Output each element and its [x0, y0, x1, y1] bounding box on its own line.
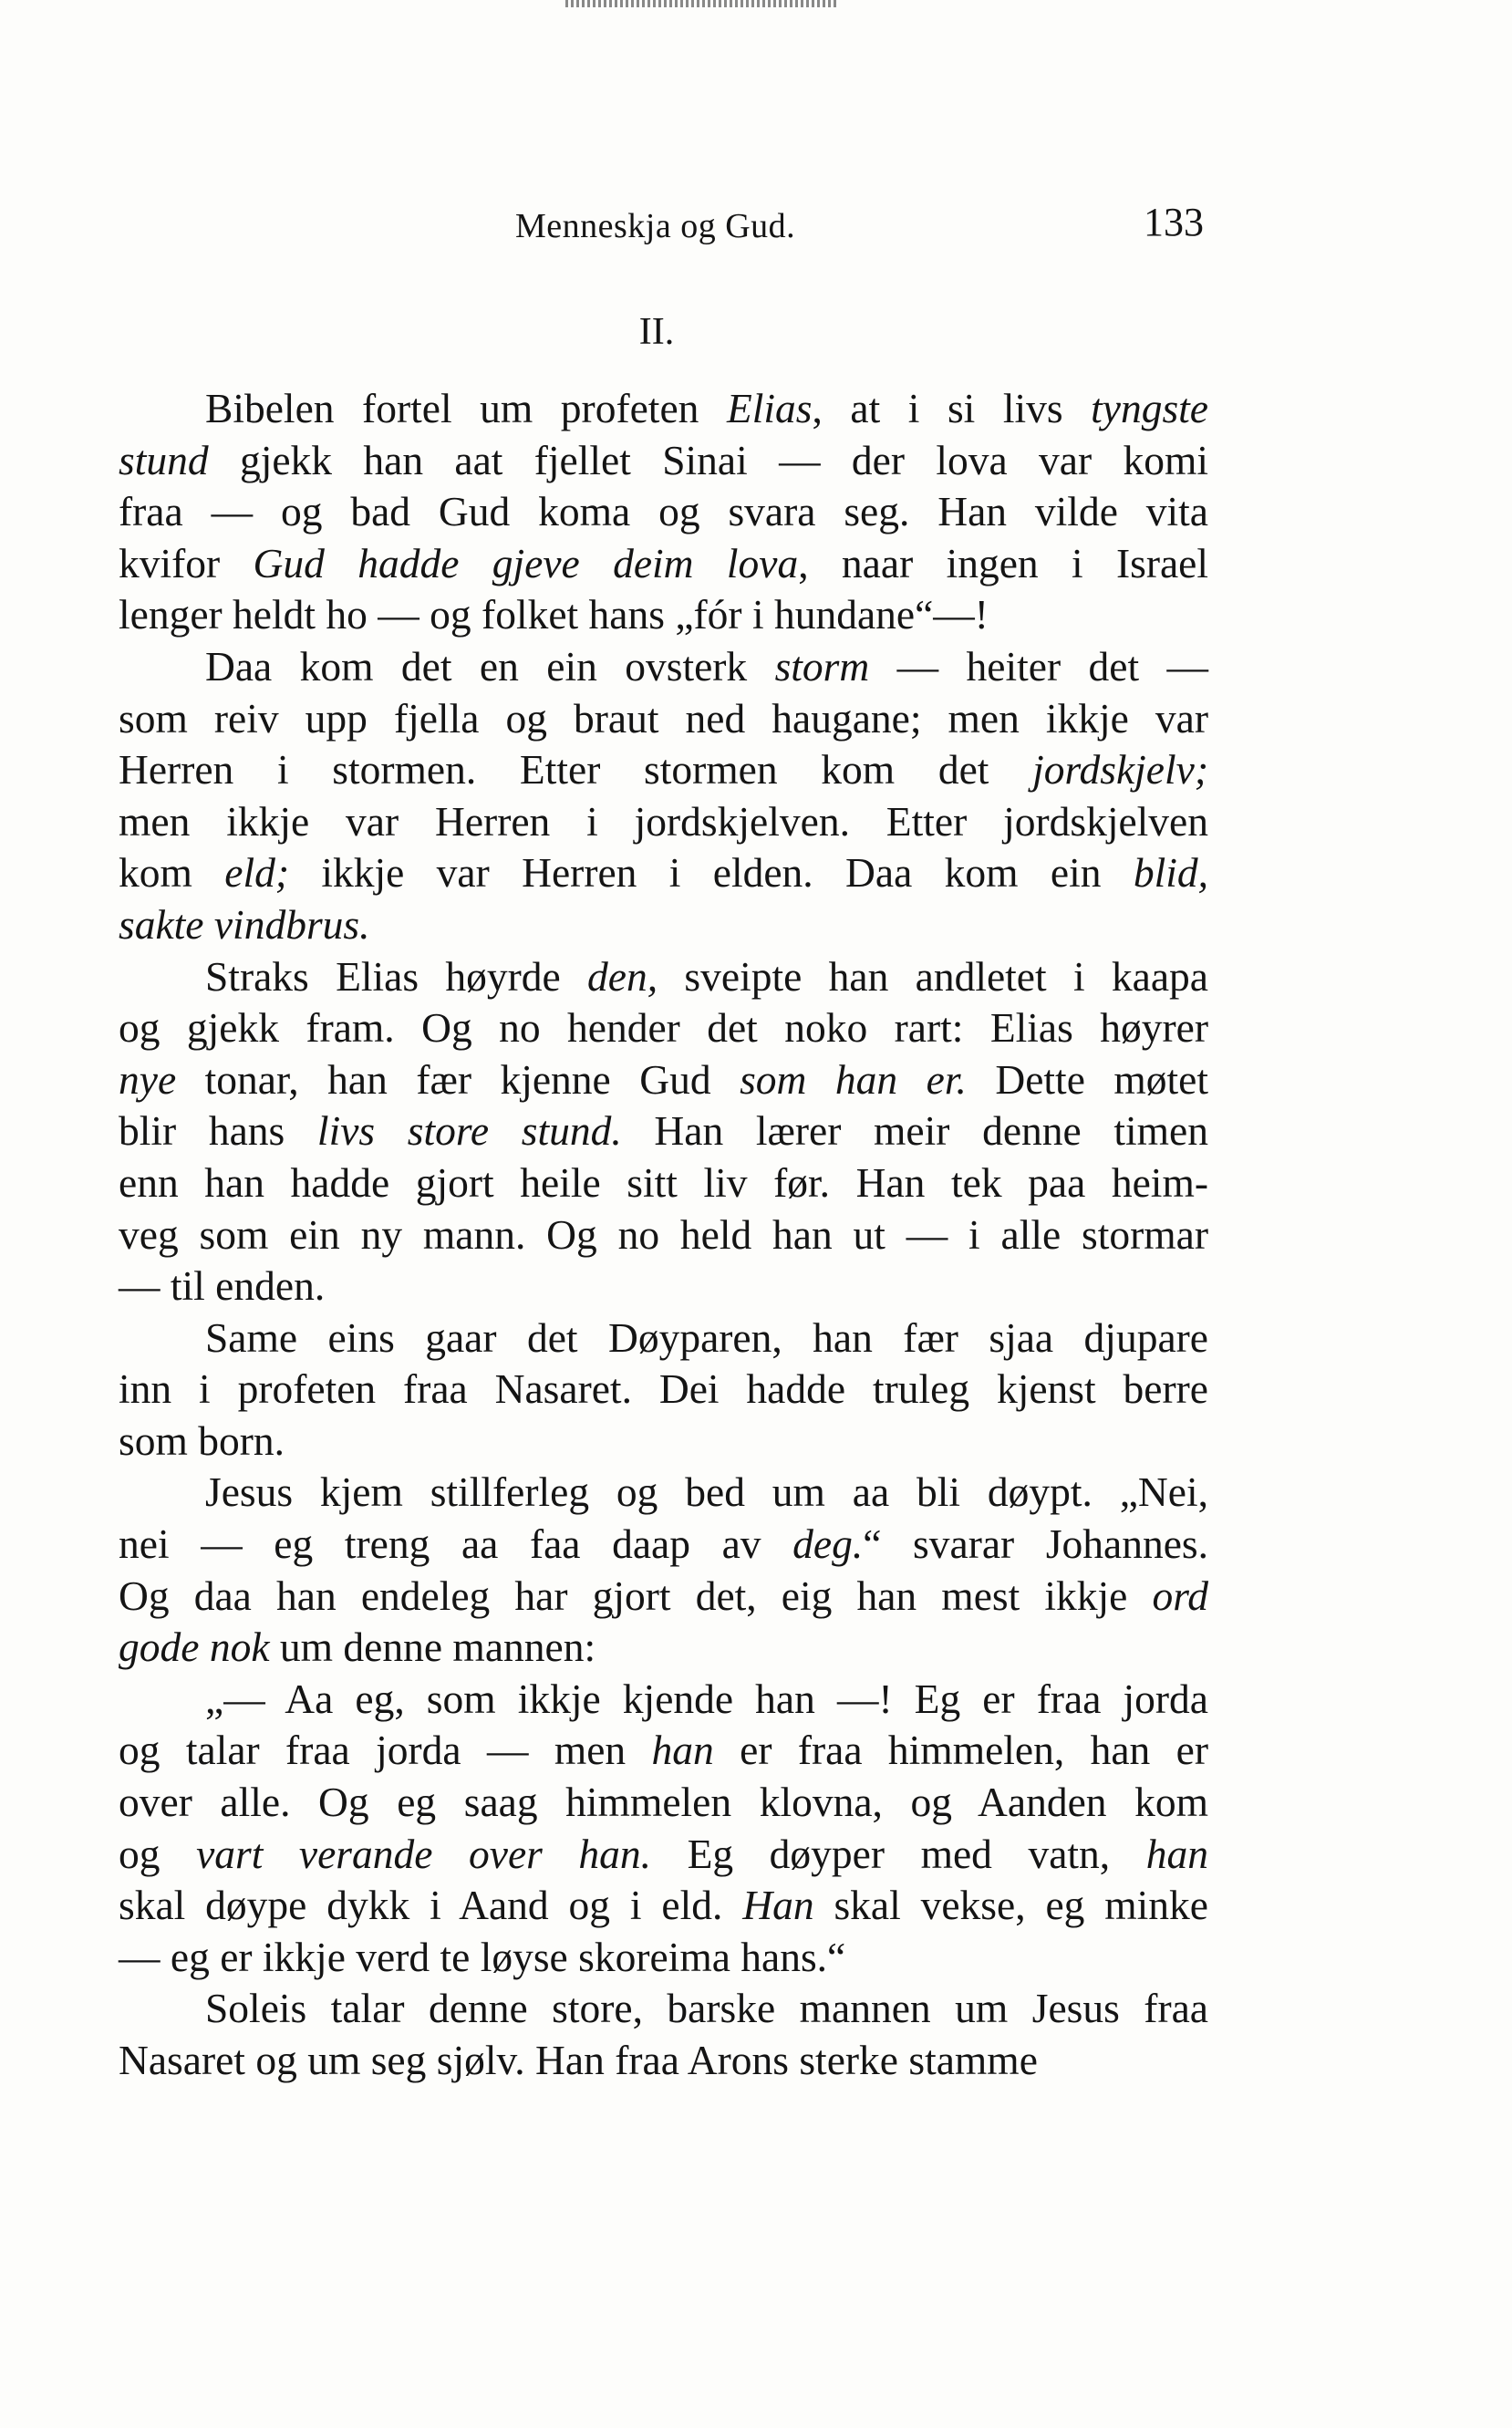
- text-line: [119, 1313, 1208, 1364]
- text-line: [119, 1364, 1208, 1416]
- text-run: kom: [119, 849, 225, 897]
- paragraph: [119, 1467, 1208, 1673]
- text-run: og talar fraa jorda — men: [119, 1727, 652, 1774]
- text-run: Jesus kjem stillferleg og bed um aa bli døypt. „Nei,: [205, 1468, 1208, 1516]
- text-run: som reiv upp fjella og braut ned haugane; men ikkje var: [119, 694, 1208, 742]
- text-run: lenger heldt ho — og folket hans „fór i hundane“—!: [119, 591, 989, 638]
- text-run: um denne mannen:: [269, 1624, 596, 1671]
- text-run: tonar, han fær kjenne Gud: [176, 1055, 740, 1103]
- text-line: [119, 1571, 1208, 1623]
- text-line: [119, 1622, 1208, 1674]
- text-line: [119, 1880, 1208, 1932]
- italic-run: livs store stund.: [316, 1107, 622, 1155]
- text-line: [119, 1002, 1208, 1054]
- text-run: Daa kom det en ein ovsterk: [205, 642, 775, 690]
- text-run: Han lærer meir denne timen: [621, 1107, 1208, 1155]
- text-line: [119, 951, 1208, 1003]
- italic-run: jordskjelv;: [1032, 746, 1208, 794]
- text-line: [119, 1519, 1208, 1571]
- running-head: [119, 199, 1204, 254]
- text-run: Soleis talar denne store, barske mannen um Jesus fraa: [205, 1985, 1208, 2032]
- running-title: Menneskja og Gud.: [515, 207, 796, 245]
- text-run: , at i si livs: [812, 385, 1092, 431]
- text-line: [119, 383, 1208, 435]
- text-run: Herren i stormen. Etter stormen kom det: [119, 746, 1033, 794]
- text-line: [119, 1829, 1208, 1881]
- paragraph: [119, 1674, 1208, 1984]
- text-line: [119, 1725, 1208, 1777]
- text-run: — heiter det —: [869, 642, 1208, 690]
- text-run: men ikkje var Herren i jordskjelven. Etter jordskjelven: [119, 797, 1208, 845]
- text-run: Dette møtet: [966, 1055, 1208, 1103]
- italic-run: storm: [774, 642, 870, 690]
- paragraph: [119, 1313, 1208, 1468]
- text-run: og gjekk fram. Og no hender det noko rart: Elias høyrer: [119, 1004, 1208, 1052]
- text-run: Same eins gaar det Døyparen, han fær sjaa djupare: [205, 1313, 1208, 1361]
- text-run: Straks Elias høyrde: [205, 952, 588, 1000]
- text-run: over alle. Og eg saag himmelen klovna, og Aanden kom: [119, 1779, 1208, 1826]
- text-line: [119, 1983, 1208, 2035]
- text-line: [119, 899, 1208, 951]
- italic-run: stund: [119, 436, 209, 483]
- text-line: [119, 538, 1208, 590]
- text-run: sveipte han andletet i kaapa: [658, 952, 1209, 1000]
- text-run: blir hans: [119, 1107, 317, 1155]
- text-run: nei — eg treng aa faa daap av: [119, 1520, 793, 1568]
- text-run: — eg er ikkje verd te løyse skoreima hans.“: [119, 1933, 846, 1980]
- text-run: — til enden.: [119, 1262, 326, 1310]
- text-line: [119, 2035, 1208, 2087]
- text-run: Og daa han endeleg har gjort det, eig han mest ikkje: [119, 1572, 1153, 1619]
- text-line: [119, 1054, 1208, 1106]
- text-run: Nasaret og um seg sjølv. Han fraa Arons sterke stamme: [119, 2037, 1038, 2083]
- italic-run: som han er.: [740, 1055, 967, 1103]
- body-text: [119, 383, 1208, 2087]
- text-run: enn han hadde gjort heile sitt liv før. Han tek paa heim-: [119, 1158, 1208, 1206]
- text-line: [119, 1105, 1208, 1157]
- text-run: er fraa himmelen, han er: [713, 1727, 1209, 1774]
- italic-run: Elias: [726, 385, 813, 431]
- italic-run: sakte vindbrus.: [119, 900, 370, 948]
- italic-run: vart verande over han.: [196, 1830, 652, 1877]
- italic-run: Gud hadde gjeve deim lova: [253, 539, 799, 586]
- paragraph: [119, 383, 1208, 641]
- text-run: Bibelen fortel um profeten: [205, 385, 727, 431]
- text-line: [119, 1209, 1208, 1261]
- text-line: [119, 641, 1208, 693]
- italic-run: ord: [1152, 1572, 1208, 1619]
- italic-run: blid,: [1133, 849, 1208, 897]
- text-run: skal vekse, eg minke: [813, 1882, 1208, 1929]
- italic-run: den,: [587, 952, 658, 1000]
- text-line: [119, 847, 1208, 899]
- text-run: „— Aa eg, som ikkje kjende han —! Eg er fraa jorda: [205, 1675, 1208, 1722]
- text-run: veg som ein ny mann. Og no held han ut — i alle stormar: [119, 1210, 1208, 1258]
- paragraph: [119, 951, 1208, 1313]
- text-run: og: [119, 1830, 197, 1877]
- text-run: skal døype dykk i Aand og i eld.: [119, 1882, 743, 1929]
- text-line: [119, 1261, 1208, 1313]
- italic-run: tyngste: [1091, 385, 1208, 431]
- text-run: , naar ingen i Israel: [798, 539, 1209, 586]
- paragraph: [119, 1983, 1208, 2086]
- text-run: som born.: [119, 1416, 285, 1464]
- section-heading: II.: [638, 311, 675, 353]
- scan-edge-artifact: [565, 0, 839, 7]
- text-run: ikkje var Herren i elden. Daa kom ein: [289, 849, 1134, 897]
- text-line: [119, 435, 1208, 487]
- text-line: [119, 1777, 1208, 1829]
- italic-run: gode nok: [119, 1624, 270, 1671]
- italic-run: han: [651, 1727, 714, 1774]
- text-run: fraa — og bad Gud koma og svara seg. Han vilde vita: [119, 488, 1208, 535]
- text-line: [119, 589, 1208, 641]
- italic-run: han: [1145, 1830, 1208, 1877]
- text-run: kvifor: [119, 539, 254, 586]
- text-line: [119, 486, 1208, 538]
- text-line: [119, 1467, 1208, 1519]
- text-line: [119, 1932, 1208, 1984]
- text-line: [119, 693, 1208, 745]
- text-line: [119, 1157, 1208, 1209]
- italic-run: deg.: [792, 1520, 864, 1568]
- text-run: gjekk han aat fjellet Sinai — der lova var komi: [208, 436, 1208, 483]
- text-line: [119, 744, 1208, 796]
- text-line: [119, 1674, 1208, 1726]
- text-line: [119, 1416, 1208, 1468]
- text-run: “ svarar Johannes.: [863, 1520, 1208, 1568]
- text-run: Eg døyper med vatn,: [651, 1830, 1146, 1877]
- paragraph: [119, 641, 1208, 951]
- italic-run: nye: [119, 1055, 177, 1103]
- italic-run: eld;: [224, 849, 289, 897]
- text-line: [119, 796, 1208, 848]
- italic-run: Han: [742, 1882, 814, 1929]
- text-run: inn i profeten fraa Nasaret. Dei hadde truleg kjenst berre: [119, 1365, 1208, 1413]
- page-number: 133: [1144, 200, 1204, 244]
